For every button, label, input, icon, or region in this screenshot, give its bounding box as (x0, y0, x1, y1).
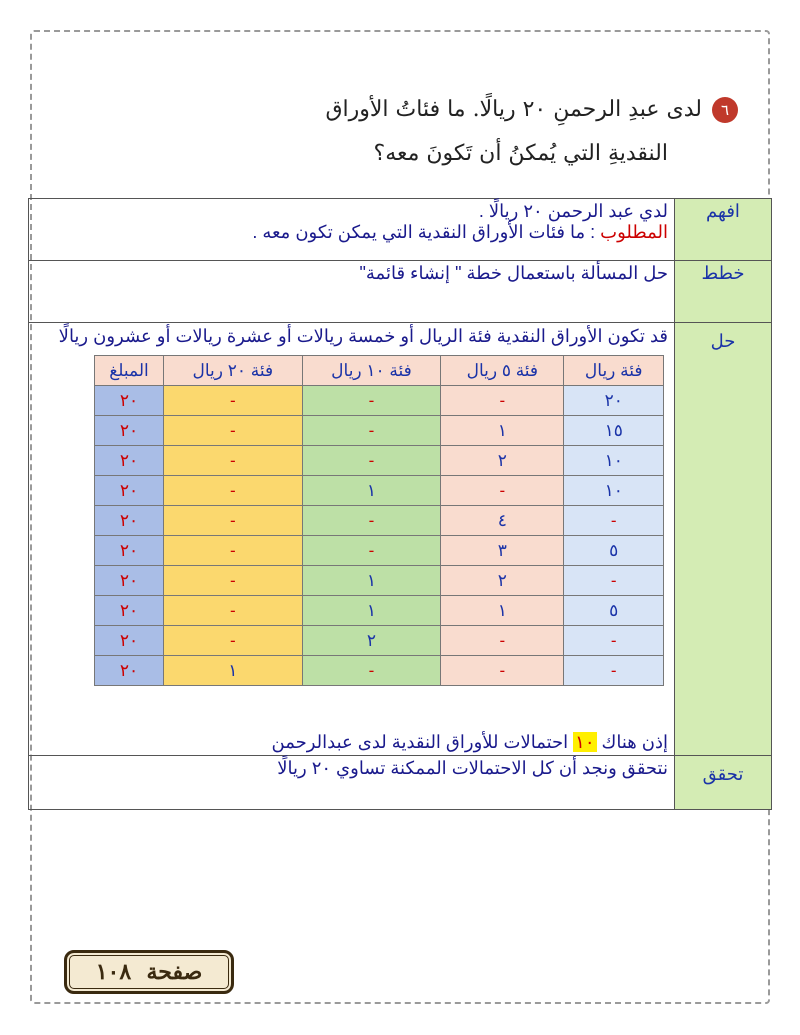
table-cell: - (163, 506, 302, 536)
table-cell: ٢٠ (95, 656, 164, 686)
combinations-body (95, 386, 664, 686)
table-cell: ١ (441, 596, 564, 626)
page-label: صفحة (146, 959, 203, 985)
table-cell: - (163, 626, 302, 656)
table-cell: - (302, 446, 441, 476)
table-row (95, 536, 664, 566)
question-block (98, 88, 738, 176)
table-cell: ٤ (441, 506, 564, 536)
table-cell: - (302, 386, 441, 416)
table-cell: ٢٠ (95, 506, 164, 536)
table-cell: - (163, 446, 302, 476)
table-cell: ١ (302, 596, 441, 626)
table-cell: ٥ (564, 596, 664, 626)
table-cell: ٢٠ (95, 596, 164, 626)
table-cell: - (441, 626, 564, 656)
table-cell: ١ (302, 566, 441, 596)
table-cell: ٢٠ (95, 416, 164, 446)
table-row (95, 596, 664, 626)
table-cell: - (302, 536, 441, 566)
question-line-2: النقديةِ التي يُمكنُ أن تَكونَ معه؟ (373, 141, 668, 166)
header-col-3: فئة ١٠ ريال (302, 356, 441, 386)
header-col-2: فئة ٥ ريال (441, 356, 564, 386)
given-text: لدي عبد الرحمن ٢٠ ريالًا . (478, 201, 668, 221)
result-number: ١٠ (575, 732, 595, 752)
table-cell: ٢٠ (95, 626, 164, 656)
table-row (95, 626, 664, 656)
cell-solve (29, 323, 675, 756)
page-number: ١٠٨ (95, 959, 132, 985)
cell-understand (29, 199, 675, 261)
table-cell: - (441, 386, 564, 416)
table-cell: ١ (441, 416, 564, 446)
plan-text: حل المسألة باستعمال خطة " إنشاء قائمة" (29, 261, 675, 323)
label-solve: حل (675, 323, 772, 756)
row-plan (29, 261, 772, 323)
table-cell: ٥ (564, 536, 664, 566)
table-row (95, 386, 664, 416)
table-cell: - (163, 416, 302, 446)
table-cell: - (163, 596, 302, 626)
table-cell: ٢٠ (564, 386, 664, 416)
row-check (29, 756, 772, 810)
table-cell: ٢ (302, 626, 441, 656)
row-solve (29, 323, 772, 756)
table-cell: - (564, 656, 664, 686)
check-text: نتحقق ونجد أن كل الاحتمالات الممكنة تساوي ٢٠ ريالًا (29, 756, 675, 810)
question-number-badge: ٦ (712, 97, 738, 123)
table-cell: - (163, 476, 302, 506)
table-cell: - (564, 626, 664, 656)
row-understand (29, 199, 772, 261)
table-row (95, 446, 664, 476)
question-text-1: لدى عبدِ الرحمنِ ٢٠ ريالًا. ما فئاتُ الأوراق (325, 97, 702, 122)
table-cell: ٣ (441, 536, 564, 566)
table-row (95, 656, 664, 686)
table-cell: - (441, 476, 564, 506)
table-cell: ١٠ (564, 476, 664, 506)
label-plan: خطط (675, 261, 772, 323)
table-cell: ١٠ (564, 446, 664, 476)
table-cell: - (441, 656, 564, 686)
result-before: إذن هناك (596, 732, 668, 752)
table-cell: ٢٠ (95, 446, 164, 476)
result-line (35, 732, 668, 753)
header-col-1: فئة ريال (564, 356, 664, 386)
page-number-box (64, 950, 234, 994)
header-col-4: فئة ٢٠ ريال (163, 356, 302, 386)
label-understand: افهم (675, 199, 772, 261)
table-row (95, 506, 664, 536)
table-cell: ٢٠ (95, 536, 164, 566)
header-col-5: المبلغ (95, 356, 164, 386)
table-cell: ٢٠ (95, 386, 164, 416)
table-cell: ٢٠ (95, 476, 164, 506)
table-cell: - (163, 386, 302, 416)
table-cell: ٢ (441, 566, 564, 596)
table-cell: ٢٠ (95, 566, 164, 596)
required-label: المطلوب (600, 222, 668, 242)
required-text: : ما فئات الأوراق النقدية التي يمكن تكون معه . (252, 222, 601, 242)
table-row (95, 476, 664, 506)
table-cell: - (564, 506, 664, 536)
table-cell: ٢ (441, 446, 564, 476)
table-cell: - (302, 506, 441, 536)
table-cell: ١ (302, 476, 441, 506)
table-cell: - (302, 416, 441, 446)
solution-table (28, 198, 772, 810)
result-after: احتمالات للأوراق النقدية لدى عبدالرحمن (271, 732, 574, 752)
label-check: تحقق (675, 756, 772, 810)
combinations-table (94, 355, 664, 686)
table-cell: - (163, 566, 302, 596)
required-line (35, 222, 668, 243)
table-row (95, 416, 664, 446)
solve-intro: قد تكون الأوراق النقدية فئة الريال أو خمسة ريالات أو عشرة ريالات أو عشرون ريالًا (58, 326, 668, 346)
table-cell: ١ (163, 656, 302, 686)
table-cell: - (302, 656, 441, 686)
table-cell: - (564, 566, 664, 596)
table-cell: ١٥ (564, 416, 664, 446)
table-cell: - (163, 536, 302, 566)
table-row (95, 566, 664, 596)
question-line-1 (98, 88, 738, 132)
